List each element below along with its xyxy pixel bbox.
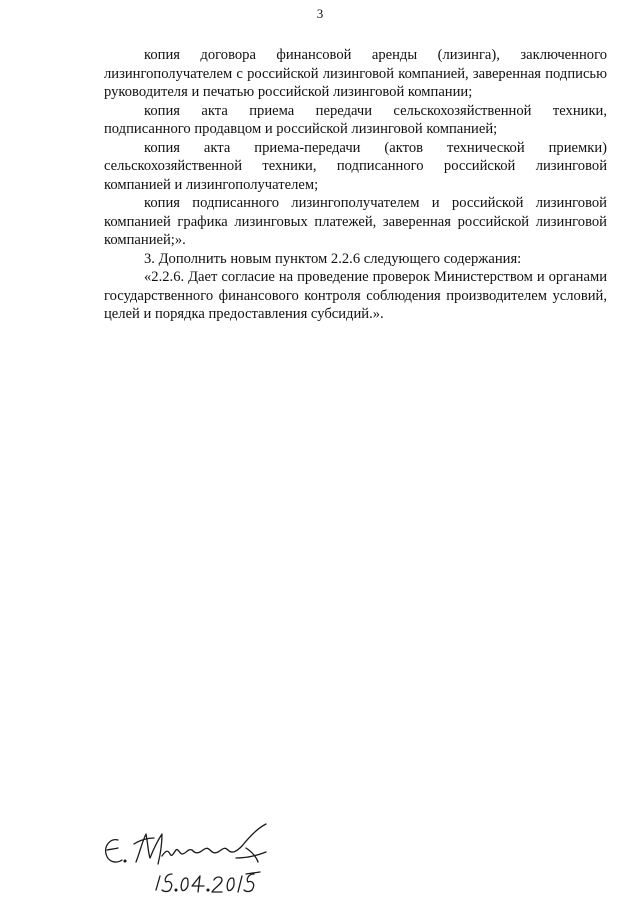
paragraph-acceptance-act: копия акта приема-передачи (актов технической приемки) сельскохозяйственной техники, подписанного российской лизинговой компанией и лизингополучателем; [104, 139, 607, 193]
document-body [104, 46, 607, 324]
paragraph-transfer-act: копия акта приема передачи сельскохозяйственной техники, подписанного продавцом и российской лизинговой компанией; [104, 102, 607, 137]
paragraph-payment-schedule: копия подписанного лизингополучателем и российской лизинговой компанией графика лизинговых платежей, заверенная российской лизинговой компанией;». [104, 195, 607, 248]
paragraph-clause-2-2-6: «2.2.6. Дает согласие на проведение проверок Министерством и органами государственного финансового контроля соблюдения производителем условий, целей и порядка предоставления субсидий.». [104, 269, 607, 322]
paragraph-leasing-contract: копия договора финансовой аренды (лизинга), заключенного лизингополучателем с российской лизинговой компанией, заверенная подписью руководителя и печатью российской лизинговой компании; [104, 47, 607, 100]
page-number: 3 [316, 6, 324, 21]
signature-drawing [96, 822, 296, 894]
handwritten-signature [96, 822, 296, 894]
paragraph-amendment-item-3: 3. Дополнить новым пунктом 2.2.6 следующего содержания: [144, 250, 522, 267]
